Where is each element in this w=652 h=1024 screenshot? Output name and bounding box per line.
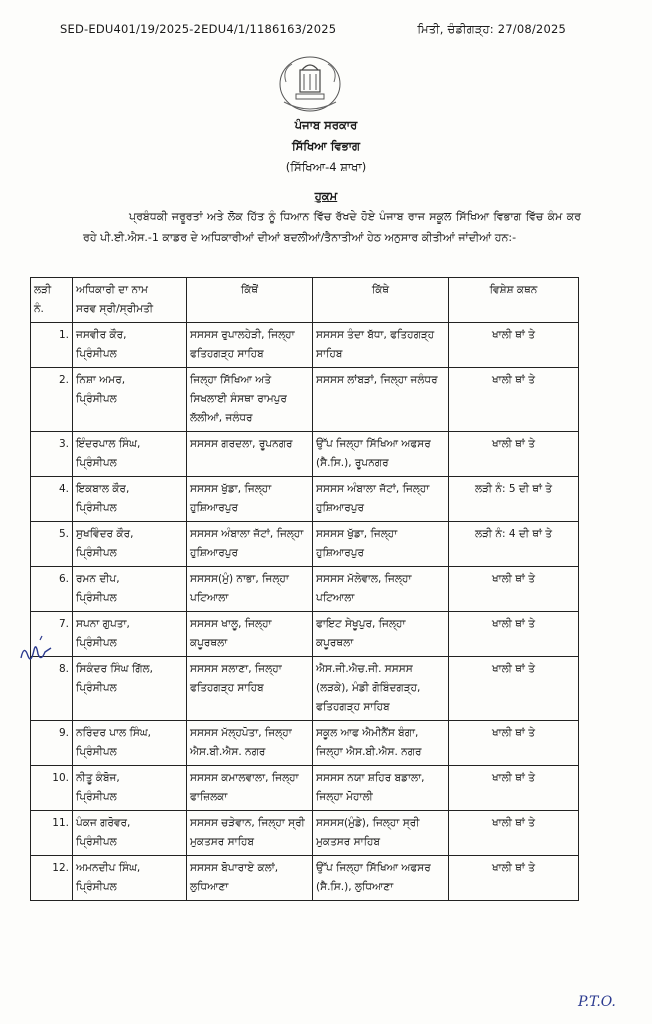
from-cell: ਸਸਸਸ ਖਾਲੂ, ਜਿਲ੍ਹਾ ਕਪੂਰਥਲਾ — [187, 612, 313, 657]
transfer-table — [30, 277, 579, 901]
from-cell: ਸਸਸਸ ਰੁਪਾਲਹੇੜੀ, ਜਿਲ੍ਹਾ ਫਤਿਹਗੜ੍ਹ ਸਾਹਿਬ — [187, 323, 313, 368]
officer-cell — [73, 612, 187, 657]
officer-name: ਇੰਦਰਪਾਲ ਸਿੰਘ, — [76, 438, 141, 450]
from-cell: ਸਸਸਸ ਖੁੱਡਾ, ਜਿਲ੍ਹਾ ਹੁਸ਼ਿਆਰਪੁਰ — [187, 477, 313, 522]
from-cell: ਸਸਸਸ ਮੱਲ੍ਹਪੋਤਾ, ਜਿਲ੍ਹਾ ਐਸ.ਬੀ.ਐਸ. ਨਗਰ — [187, 721, 313, 766]
serial-cell: 4. — [31, 477, 73, 522]
remarks-cell: ਖਾਲੀ ਥਾਂ ਤੇ — [449, 766, 579, 811]
remarks-cell: ਖਾਲੀ ਥਾਂ ਤੇ — [449, 657, 579, 721]
table-row — [31, 323, 579, 368]
officer-designation: ਪ੍ਰਿੰਸੀਪਲ — [76, 836, 117, 848]
to-cell: ਉੱਪ ਜਿਲ੍ਹਾ ਸਿੱਖਿਆ ਅਫਸਰ (ਸੈ.ਸਿ.), ਰੂਪਨਗਰ — [313, 432, 449, 477]
from-cell: ਸਸਸਸ ਅੰਬਾਲਾ ਜੱਟਾਂ, ਜਿਲ੍ਹਾ ਹੁਸ਼ਿਆਰਪੁਰ — [187, 522, 313, 567]
officer-cell — [73, 657, 187, 721]
serial-cell: 10. — [31, 766, 73, 811]
remarks-cell: ਖਾਲੀ ਥਾਂ ਤੇ — [449, 721, 579, 766]
department-title: ਸਿੱਖਿਆ ਵਿਭਾਗ — [291, 139, 361, 153]
officer-name: ਅਮਨਦੀਪ ਸਿੰਘ, — [76, 862, 141, 874]
officer-name: ਸੁਖਵਿੰਦਰ ਕੌਰ, — [76, 528, 134, 540]
table-row — [31, 477, 579, 522]
reference-number: SED-EDU401/19/2025-2EDU4/1/1186163/2025 — [60, 22, 337, 36]
remarks-header: ਵਿਸ਼ੇਸ਼ ਕਥਨ — [449, 278, 579, 323]
to-header: ਕਿੱਥੇ — [313, 278, 449, 323]
officer-name: ਪੰਕਜ ਗਰੋਵਰ, — [76, 817, 131, 829]
officer-cell — [73, 477, 187, 522]
to-cell: ਉੱਪ ਜਿਲ੍ਹਾ ਸਿੱਖਿਆ ਅਫਸਰ (ਸੈ.ਸਿ.), ਲੁਧਿਆਣਾ — [313, 856, 449, 901]
order-title: ਹੁਕਮ — [314, 189, 338, 203]
officer-name: ਸਪਨਾ ਗੁਪਤਾ, — [76, 618, 130, 630]
name-header-line-1: ਅਧਿਕਾਰੀ ਦਾ ਨਾਮ — [76, 284, 148, 296]
officer-cell — [73, 856, 187, 901]
serial-header-line-2: ਨੰ. — [34, 303, 44, 315]
to-cell: ਸਸਸਸ ਅੰਬਾਲਾ ਜੱਟਾਂ, ਜਿਲ੍ਹਾ ਹੁਸ਼ਿਆਰਪੁਰ — [313, 477, 449, 522]
from-header: ਕਿੱਥੋਂ — [187, 278, 313, 323]
punjab-government-emblem — [266, 50, 354, 122]
officer-designation: ਪ੍ਰਿੰਸੀਪਲ — [76, 547, 117, 559]
to-cell: ਸਸਸਸ ਨਯਾ ਸ਼ਹਿਰ ਬਡਾਲਾ, ਜਿਲ੍ਹਾ ਮੋਹਾਲੀ — [313, 766, 449, 811]
government-title: ਪੰਜਾਬ ਸਰਕਾਰ — [294, 118, 358, 132]
table-row — [31, 612, 579, 657]
officer-cell — [73, 721, 187, 766]
from-cell: ਸਸਸਸ ਗਰਦਲਾ, ਰੂਪਨਗਰ — [187, 432, 313, 477]
serial-cell: 12. — [31, 856, 73, 901]
officer-cell — [73, 323, 187, 368]
table-row — [31, 567, 579, 612]
remarks-cell: ਖਾਲੀ ਥਾਂ ਤੇ — [449, 856, 579, 901]
officer-designation: ਪ੍ਰਿੰਸੀਪਲ — [76, 457, 117, 469]
to-cell: ਸਸਸਸ(ਮੁੰਡੇ), ਜਿਲ੍ਹਾ ਸ੍ਰੀ ਮੁਕਤਸਰ ਸਾਹਿਬ — [313, 811, 449, 856]
officer-name: ਰਮਨ ਦੀਪ, — [76, 573, 120, 585]
officer-name: ਨਰਿੰਦਰ ਪਾਲ ਸਿੰਘ, — [76, 727, 151, 739]
table-row — [31, 766, 579, 811]
name-header — [73, 278, 187, 323]
please-turn-over: P.T.O. — [578, 994, 616, 1010]
serial-cell: 6. — [31, 567, 73, 612]
serial-header — [31, 278, 73, 323]
officer-cell — [73, 432, 187, 477]
remarks-cell: ਲੜੀ ਨੰ: 4 ਦੀ ਥਾਂ ਤੇ — [449, 522, 579, 567]
document-header — [60, 22, 566, 37]
officer-designation: ਪ੍ਰਿੰਸੀਪਲ — [76, 502, 117, 514]
officer-cell — [73, 811, 187, 856]
serial-cell: 5. — [31, 522, 73, 567]
from-cell: ਸਸਸਸ ਬੋਪਾਰਾਏ ਕਲਾਂ, ਲੁਧਿਆਣਾ — [187, 856, 313, 901]
table-row — [31, 811, 579, 856]
officer-cell — [73, 522, 187, 567]
serial-cell: 1. — [31, 323, 73, 368]
officer-designation: ਪ੍ਰਿੰਸੀਪਲ — [76, 348, 117, 360]
remarks-cell: ਖਾਲੀ ਥਾਂ ਤੇ — [449, 432, 579, 477]
order-date: ਮਿਤੀ, ਚੰਡੀਗੜ੍ਹ: 27/08/2025 — [417, 22, 566, 36]
table-row — [31, 721, 579, 766]
table-row — [31, 432, 579, 477]
officer-designation: ਪ੍ਰਿੰਸੀਪਲ — [76, 592, 117, 604]
to-cell: ਫਾਇਟ ਸੇਖੂਪੁਰ, ਜਿਲ੍ਹਾ ਕਪੂਰਥਲਾ — [313, 612, 449, 657]
officer-cell — [73, 368, 187, 432]
from-cell: ਸਸਸਸ ਸਲਾਣਾ, ਜਿਲ੍ਹਾ ਫਤਿਹਗੜ੍ਹ ਸਾਹਿਬ — [187, 657, 313, 721]
serial-cell: 2. — [31, 368, 73, 432]
serial-cell: 8. — [31, 657, 73, 721]
branch-title: (ਸਿੱਖਿਆ-4 ਸ਼ਾਖਾ) — [285, 160, 367, 174]
intro-text: ਪ੍ਰਬੰਧਕੀ ਜਰੂਰਤਾਂ ਅਤੇ ਲੋਕ ਹਿੱਤ ਨੂੰ ਧਿਆਨ ਵਿੱਚ ਰੱਖਦੇ ਹੋਏ ਪੰਜਾਬ ਰਾਜ ਸਕੂਲ ਸਿੱਖਿਆ ਵਿਭਾਗ ਵਿੱਚ ਕੰਮ ਕਰ ਰਹੇ ਪੀ.ਈ.ਐਸ.-1 ਕਾਡਰ ਦੇ ਅਧਿਕਾਰੀਆਂ ਦੀਆਂ ਬਦਲੀਆਂ/ਤੈਨਾਤੀਆਂ ਹੇਠ ਅਨੁਸਾਰ ਕੀਤੀਆਂ ਜਾਂਦੀਆਂ ਹਨ:- — [83, 210, 581, 244]
table-header-row — [31, 278, 579, 323]
officer-name: ਨਿਸ਼ਾ ਅਮਰ, — [76, 374, 126, 386]
officer-name: ਇਕਬਾਲ ਕੌਰ, — [76, 483, 130, 495]
remarks-cell: ਲੜੀ ਨੰ: 5 ਦੀ ਥਾਂ ਤੇ — [449, 477, 579, 522]
remarks-cell: ਖਾਲੀ ਥਾਂ ਤੇ — [449, 567, 579, 612]
to-cell: ਸਸਸਸ ਖੁੱਡਾ, ਜਿਲ੍ਹਾ ਹੁਸ਼ਿਆਰਪੁਰ — [313, 522, 449, 567]
to-cell: ਸਕੂਲ ਆਫ ਐਮੀਨੈਂਸ ਬੰਗਾ, ਜਿਲ੍ਹਾ ਐਸ.ਬੀ.ਐਸ. ਨਗਰ — [313, 721, 449, 766]
serial-cell: 9. — [31, 721, 73, 766]
serial-cell: 7. — [31, 612, 73, 657]
officer-name: ਜਸਵੀਰ ਕੌਰ, — [76, 329, 127, 341]
officer-designation: ਪ੍ਰਿੰਸੀਪਲ — [76, 393, 117, 405]
remarks-cell: ਖਾਲੀ ਥਾਂ ਤੇ — [449, 368, 579, 432]
from-cell: ਜਿਲ੍ਹਾ ਸਿੱਖਿਆ ਅਤੇ ਸਿਖਲਾਈ ਸੰਸਥਾ ਰਾਮਪੁਰ ਲੱਲੀਆਂ, ਜਲੰਧਰ — [187, 368, 313, 432]
officer-designation: ਪ੍ਰਿੰਸੀਪਲ — [76, 881, 117, 893]
to-cell: ਸਸਸਸ ਮੱਲੇਵਾਲ, ਜਿਲ੍ਹਾ ਪਟਿਆਲਾ — [313, 567, 449, 612]
from-cell: ਸਸਸਸ(ਮੁੰ) ਨਾਭਾ, ਜਿਲ੍ਹਾ ਪਟਿਆਲਾ — [187, 567, 313, 612]
to-cell: ਸਸਸਸ ਲਾਂਬੜਾਂ, ਜਿਲ੍ਹਾ ਜਲੰਧਰ — [313, 368, 449, 432]
from-cell: ਸਸਸਸ ਕਮਾਲਵਾਲਾ, ਜਿਲ੍ਹਾ ਫਾਜ਼ਿਲਕਾ — [187, 766, 313, 811]
serial-cell: 3. — [31, 432, 73, 477]
table-row — [31, 856, 579, 901]
remarks-cell: ਖਾਲੀ ਥਾਂ ਤੇ — [449, 811, 579, 856]
officer-designation: ਪ੍ਰਿੰਸੀਪਲ — [76, 746, 117, 758]
remarks-cell: ਖਾਲੀ ਥਾਂ ਤੇ — [449, 612, 579, 657]
table-row — [31, 657, 579, 721]
officer-cell — [73, 567, 187, 612]
to-cell: ਸਸਸਸ ਤੰਦਾ ਬੱਧਾ, ਫਤਿਹਗੜ੍ਹ ਸਾਹਿਬ — [313, 323, 449, 368]
to-cell: ਐਸ.ਜੀ.ਐਚ.ਜੀ. ਸਸਸਸ (ਲੜਕੇ), ਮੰਡੀ ਗੋਬਿੰਦਗੜ੍ਹ, ਫਤਿਹਗੜ੍ਹ ਸਾਹਿਬ — [313, 657, 449, 721]
from-cell: ਸਸਸਸ ਚੜੇਵਾਨ, ਜਿਲ੍ਹਾ ਸ੍ਰੀ ਮੁਕਤਸਰ ਸਾਹਿਬ — [187, 811, 313, 856]
table-row — [31, 522, 579, 567]
table-row — [31, 368, 579, 432]
remarks-cell: ਖਾਲੀ ਥਾਂ ਤੇ — [449, 323, 579, 368]
name-header-line-2: ਸਰਵ ਸ੍ਰੀ/ਸ੍ਰੀਮਤੀ — [76, 303, 154, 315]
handwritten-signature — [18, 634, 54, 668]
officer-name: ਸਿਕੰਦਰ ਸਿੰਘ ਗਿੱਲ, — [76, 663, 153, 675]
officer-name: ਨੀਤੂ ਕੰਬੋਜ, — [76, 772, 120, 784]
officer-cell — [73, 766, 187, 811]
officer-designation: ਪ੍ਰਿੰਸੀਪਲ — [76, 637, 117, 649]
serial-cell: 11. — [31, 811, 73, 856]
intro-paragraph — [83, 206, 581, 248]
officer-designation: ਪ੍ਰਿੰਸੀਪਲ — [76, 682, 117, 694]
officer-designation: ਪ੍ਰਿੰਸੀਪਲ — [76, 791, 117, 803]
serial-header-line-1: ਲੜੀ — [34, 284, 52, 296]
